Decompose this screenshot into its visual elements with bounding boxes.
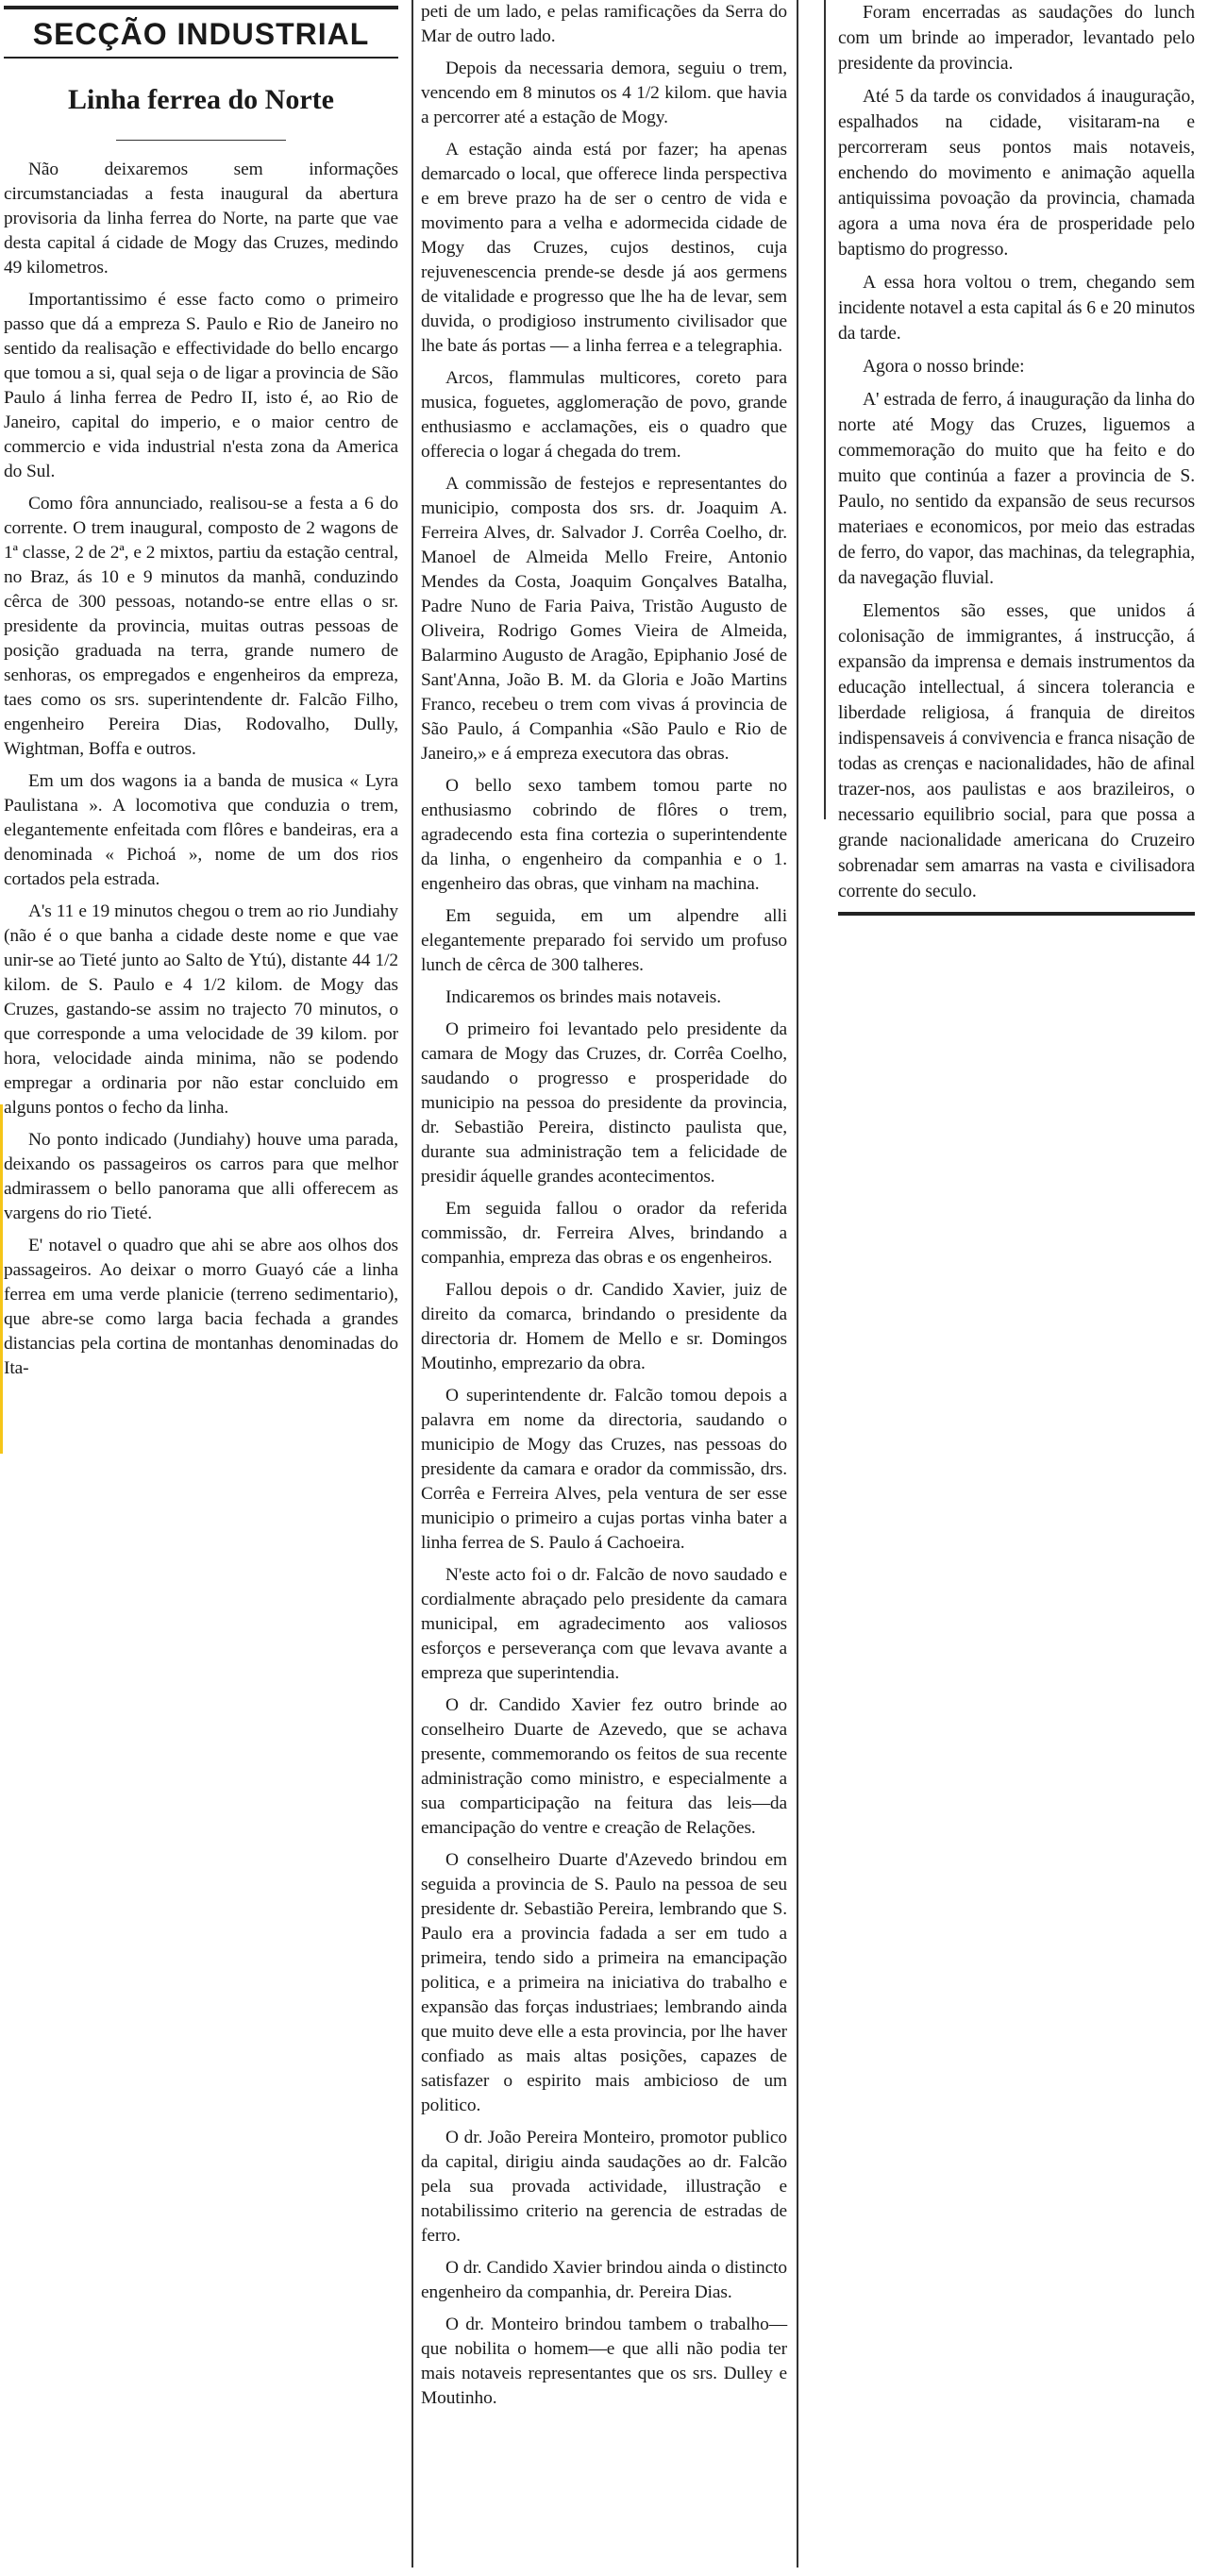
paragraph-continued: peti de um lado, e pelas ramificações da Serra do Mar de outro lado. (421, 2, 787, 46)
paragraph: Em um dos wagons ia a banda de musica « Lyra Paulistana ». A locomotiva que conduzia o trem, elegantemente enfeitada com flôres e bandeiras, era a denominada « Pichoá », nome de um dos rios cortados pela estrada. (4, 771, 398, 889)
paragraph: O dr. Candido Xavier fez outro brinde ao conselheiro Duarte de Azevedo, que se achava presente, commemorando os feitos de sua recente administração como ministro, e especialmente a sua comparticipação na feitura das leis—da emancipação do ventre e creação de Relações. (421, 1695, 787, 1838)
paragraph: O bello sexo tambem tomou parte no enthusiasmo cobrindo de flôres o trem, agradecendo esta fina cortezia o superintendente da linha, o engenheiro da companhia e o 1. engenheiro das obras, que vinham na machina. (421, 776, 787, 894)
paragraph: Foram encerradas as saudações do lunch com um brinde ao imperador, levantado pelo presidente da provincia. (838, 3, 1195, 74)
paragraph: N'este acto foi o dr. Falcão de novo saudado e cordialmente abraçado pelo presidente da camara municipal, em agradecimento aos valiosos esforços e perseverança com que levava avante a empreza que superintendia. (421, 1565, 787, 1683)
paragraph: O superintendente dr. Falcão tomou depois a palavra em nome da directoria, saudando o municipio de Mogy das Cruzes, nas pessoas do presidente da camara e orador da commissão, drs. Corrêa e Ferreira Alves, pela ventura de ser esse municipio o primeiro a cujas portas vinha bater a linha ferrea de S. Paulo á Cachoeira. (421, 1386, 787, 1553)
paragraph: Até 5 da tarde os convidados á inauguração, espalhados na cidade, visitaram-na e percorreram seus pontos mais notaveis, enchendo do movimento e animação aquella antiquissima povoação da provincia, chamada agora a uma nova éra de prosperidade pelo baptismo do progresso. (838, 87, 1195, 260)
paragraph: O primeiro foi levantado pelo presidente da camara de Mogy das Cruzes, dr. Corrêa Coelho, saudando o progresso e prosperidade do municipio na pessoa do presidente da provincia, dr. Sebastião Pereira, distincto paulista que, durante sua administração tem a felicidade de presidir áquelle grandes acontecimentos. (421, 1019, 787, 1187)
paragraph: E' notavel o quadro que ahi se abre aos olhos dos passageiros. Ao deixar o morro Guayó cáe a linha ferrea em uma verde planicie (terreno sedimentario), que abre-se como larga bacia fechada a grandes distancias pela cortina de montanhas denominadas do Ita- (4, 1236, 398, 1378)
paragraph: Fallou depois o dr. Candido Xavier, juiz de direito da comarca, brindando o presidente da directoria dr. Homem de Mello e sr. Domingos Moutinho, emprezario da obra. (421, 1280, 787, 1373)
paragraph: A' estrada de ferro, á inauguração da linha do norte até Mogy das Cruzes, liguemos a commemoração do muito que ha feito e do muito que continúa a fazer a provincia de S. Paulo, no sentido da expansão de seus recursos materiaes e economicos, por meio das estradas de ferro, do vapor, das machinas, da telegraphia, da navegação fluvial. (838, 390, 1195, 588)
column-1 (0, 0, 406, 1389)
article-end-rule (838, 912, 1195, 916)
paragraph: Como fôra annunciado, realisou-se a festa a 6 do corrente. O trem inaugural, composto de 2 wagons de 1ª classe, 2 de 2ª, e 2 mixtos, partiu da estação central, no Braz, ás 10 e 9 minutos da manhã, conduzindo cêrca de 300 pessoas, notando-se entre ellas o sr. presidente da provincia, muitas outras pessoas de posição graduada na terra, grande numero de senhoras, os empregados e engenheiros da empreza, taes como os srs. superintendente dr. Falcão Filho, engenheiro Pereira Dias, Rodovalho, Dully, Wightman, Boffa e outros. (4, 494, 398, 759)
title-divider (116, 140, 286, 141)
paragraph: Importantissimo é esse facto como o primeiro passo que dá a empreza S. Paulo e Rio de Janeiro no sentido da realisação e effectividade do bello encargo que tomou a si, qual seja o de ligar a provincia de São Paulo á linha ferrea de Pedro II, isto é, ao Rio de Janeiro, capital do imperio, e o maior centro de commercio e vida industrial n'esta zona da America do Sul. (4, 290, 398, 481)
paragraph: O dr. João Pereira Monteiro, promotor publico da capital, dirigiu ainda saudações ao dr. Falcão pela sua provada actividade, illustração e notabilissimo criterio na gerencia de estradas de ferro. (421, 2128, 787, 2246)
paragraph: Agora o nosso brinde: (863, 357, 1025, 377)
paragraph: Depois da necessaria demora, seguiu o trem, vencendo em 8 minutos os 4 1/2 kilom. que havia a percorrer até a estação de Mogy. (421, 59, 787, 127)
paragraph: A estação ainda está por fazer; ha apenas demarcado o local, que offerece linda perspectiva e em breve prazo ha de ser o centro de vida e movimento para a velha e adormecida cidade de Mogy das Cruzes, cujos destinos, cuja rejuvenescencia prende-se desde já aos germens de vitalidade e progresso que lhe ha de levar, sem duvida, o prodigioso instrumento civilisador que lhe bate ás portas — a linha ferrea e a telegraphia. (421, 140, 787, 356)
section-header (4, 6, 398, 59)
column-3 (831, 0, 1208, 916)
column-rule-right (824, 0, 826, 819)
paragraph: A's 11 e 19 minutos chegou o trem ao rio Jundiahy (não é o que banha a cidade deste nome e que vae unir-se ao Tieté junto ao Salto de Ytú), distante 44 1/2 kilom. de S. Paulo e 4 1/2 kilom. de Mogy das Cruzes, gastando-se assim no trajecto 70 minutos, o que corresponde a uma velocidade de 39 kilom. por hora, velocidade ainda minima, não se podendo empregar a ordinaria por não estar concluido em alguns pontos o fecho da linha. (4, 901, 398, 1118)
paragraph: O dr. Monteiro brindou tambem o trabalho—que nobilita o homem—e que alli não podia ter mais notaveis representantes que os srs. Dulley e Moutinho. (421, 2315, 787, 2408)
paragraph: Elementos são esses, que unidos á colonisação de immigrantes, á instrucção, á expansão da imprensa e demais instrumentos da educação intellectual, á sincera tolerancia e liberdade religiosa, á franquia de direitos indispensaveis á convivencia e franca nisação de todas as crenças e nacionalidades, hão de afinal trazer-nos, aos paulistas e aos brazileiros, o necessario equilibrio social, para que possa a grande nacionalidade americana do Cruzeiro sobrenadar sem amarras na vasta e civilisadora corrente do seculo. (838, 601, 1195, 901)
paragraph: A commissão de festejos e representantes do municipio, composta dos srs. dr. Joaquim A. Ferreira Alves, dr. Salvador J. Corrêa Coelho, dr. Manoel de Almeida Mello Freire, Antonio Mendes da Costa, Joaquim Gonçalves Batalha, Padre Nuno de Faria Paiva, Tristão Augusto de Oliveira, Rodrigo Gomes Vieira de Almeida, Balarmino Augusto de Aragão, Epiphanio José de Sant'Anna, João B. M. da Gloria e João Martins Franco, recebeu o trem com vivas á provincia de São Paulo, á Companhia «São Paulo e Rio de Janeiro,» e á empreza executora das obras. (421, 474, 787, 764)
paragraph: Em seguida fallou o orador da referida commissão, dr. Ferreira Alves, brindando a companhia, empreza das obras e os engenheiros. (421, 1199, 787, 1268)
article-title: Linha ferrea do Norte (68, 84, 334, 115)
column-rule-middle (797, 0, 798, 2568)
section-header-text: SECÇÃO INDUSTRIAL (32, 17, 370, 51)
paragraph: A essa hora voltou o trem, chegando sem incidente notavel a esta capital ás 6 e 20 minutos da tarde. (838, 273, 1195, 344)
paragraph: Arcos, flammulas multicores, coreto para musica, foguetes, agglomeração de povo, grande enthusiasmo e acclamações, eis o quadro que offerecia o logar á chegada do trem. (421, 368, 787, 462)
paragraph: Não deixaremos sem informações circumstanciadas a festa inaugural da abertura provisoria da linha ferrea do Norte, na parte que vae desta capital á cidade de Mogy das Cruzes, medindo 49 kilometros. (4, 160, 398, 278)
paragraph: O conselheiro Duarte d'Azevedo brindou em seguida a provincia de S. Paulo na pessoa de seu presidente dr. Sebastião Pereira, lembrando que S. Paulo era a provincia fadada a ser em tudo a primeira, tendo sido a primeira na emancipação politica, e a primeira na iniciativa do trabalho e expansão das forças industriaes; lembrando ainda que muito deve elle a esta provincia, por lhe haver confiado as mais altas posições, capazes de satisfazer o espirito mais ambicioso de um politico. (421, 1850, 787, 2115)
column-2 (417, 0, 793, 2418)
paragraph: Indicaremos os brindes mais notaveis. (445, 987, 721, 1007)
paragraph: O dr. Candido Xavier brindou ainda o distincto engenheiro da companhia, dr. Pereira Dias. (421, 2258, 787, 2302)
paragraph: Em seguida, em um alpendre alli elegantemente preparado foi servido um profuso lunch de cêrca de 300 talheres. (421, 906, 787, 975)
column-rule-left (411, 0, 413, 2568)
paragraph: No ponto indicado (Jundiahy) houve uma parada, deixando os passageiros os carros para que melhor admirassem o bello panorama que alli offerecem as vargens do rio Tieté. (4, 1130, 398, 1223)
